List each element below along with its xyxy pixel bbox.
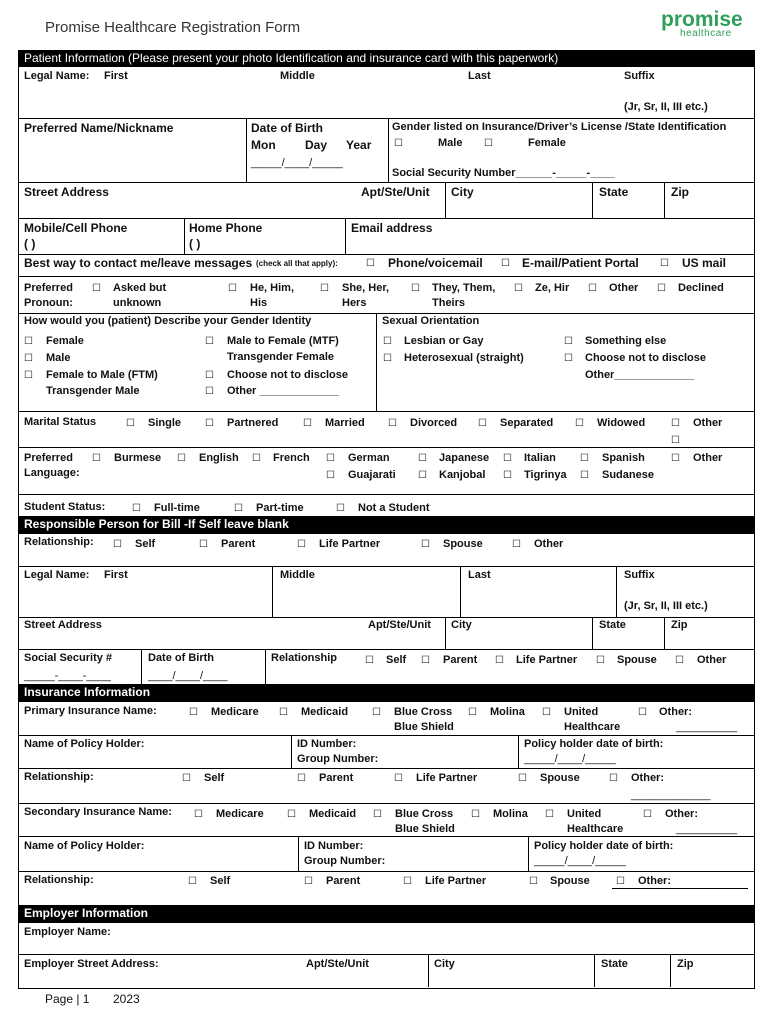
secondary-plan-option: Medicare [216, 808, 264, 820]
so-checkbox[interactable]: ☐ [564, 353, 573, 364]
female-label: Female [528, 137, 566, 149]
student-option: Not a Student [358, 502, 430, 514]
best-way-label: Best way to contact me/leave messages [24, 256, 253, 270]
logo-main: promise [661, 8, 743, 31]
resp-city-field[interactable]: City [451, 619, 472, 631]
language-option: Japanese [439, 452, 490, 464]
male-checkbox[interactable]: ☐ [394, 138, 403, 149]
gi-option: Female [46, 335, 84, 347]
resp-rel-checkbox[interactable]: ☐ [199, 539, 208, 550]
last-name-field[interactable]: Last [468, 70, 491, 82]
secondary-plan-checkbox[interactable]: ☐ [194, 809, 203, 820]
secondary-plan-checkbox[interactable]: ☐ [643, 809, 652, 820]
pronoun-label-1: Preferred [24, 282, 73, 294]
secondary-rel-checkbox[interactable]: ☐ [188, 876, 197, 887]
ins-rel-option: Spouse [540, 772, 580, 784]
ins-rel-option: Self [204, 772, 225, 784]
gi-option: Male [46, 352, 71, 364]
resp-rel2-checkbox[interactable]: ☐ [365, 655, 374, 666]
primary-plan-option-line2: Blue Shield [394, 721, 454, 733]
city-field[interactable]: City [451, 185, 474, 199]
gi-checkbox[interactable]: ☐ [24, 353, 33, 364]
gi-option: Other _____________ [227, 385, 339, 397]
secondary-plan-option: Other: [665, 808, 698, 820]
primary-plan-checkbox[interactable]: ☐ [189, 707, 198, 718]
email-portal-checkbox[interactable]: ☐ [501, 258, 510, 269]
language-option: Tigrinya [524, 469, 567, 481]
suffix-field[interactable]: Suffix [624, 70, 655, 82]
resp-rel2-checkbox[interactable]: ☐ [421, 655, 430, 666]
language-checkbox[interactable]: ☐ [326, 453, 335, 464]
page-number: Page | 1 [45, 992, 90, 1006]
primary-plan-checkbox[interactable]: ☐ [468, 707, 477, 718]
secondary-plan-option-line2: Blue Shield [395, 823, 455, 835]
ins-rel-option: Parent [319, 772, 354, 784]
pronoun-checkbox[interactable]: ☐ [411, 283, 420, 294]
patient-info-bar [18, 50, 754, 67]
secondary-rel-option: Spouse [550, 875, 590, 887]
ins-rel-option: Other: [631, 772, 664, 784]
secondary-rel-checkbox[interactable]: ☐ [529, 876, 538, 887]
middle-name-field[interactable]: Middle [280, 70, 315, 82]
sexual-orientation-label: Sexual Orientation [382, 315, 480, 327]
resp-rel-checkbox[interactable]: ☐ [512, 539, 521, 550]
email-field[interactable]: Email address [351, 221, 433, 235]
employer-name-field[interactable]: Employer Name: [24, 926, 111, 938]
primary-plan-option: Medicaid [301, 706, 349, 718]
so-checkbox[interactable]: ☐ [383, 353, 392, 364]
secondary-plan-checkbox[interactable]: ☐ [373, 809, 382, 820]
secondary-rel-checkbox[interactable]: ☐ [403, 876, 412, 887]
employer-apt-field[interactable]: Apt/Ste/Unit [306, 958, 369, 970]
language-checkbox[interactable]: ☐ [503, 470, 512, 481]
legal-name-label: Legal Name: [24, 70, 90, 82]
language-checkbox[interactable]: ☐ [326, 470, 335, 481]
preferred-name-field[interactable]: Preferred Name/Nickname [24, 121, 174, 135]
secondary-plan-checkbox[interactable]: ☐ [471, 809, 480, 820]
secondary-policy-dob-field[interactable]: _____/____/_____ [534, 855, 626, 867]
secondary-policy-dob-label: Policy holder date of birth: [534, 840, 674, 852]
us-mail-checkbox[interactable]: ☐ [660, 258, 669, 269]
secondary-rel-checkbox[interactable]: ☐ [304, 876, 313, 887]
id-number-field[interactable]: ID Number: [297, 738, 357, 750]
dob-year: Year [346, 138, 372, 152]
marital-checkbox[interactable]: ☐ [671, 418, 680, 429]
so-checkbox[interactable]: ☐ [564, 336, 573, 347]
policy-dob-label: Policy holder date of birth: [524, 738, 664, 750]
language-checkbox[interactable]: ☐ [580, 470, 589, 481]
email-portal-label: E-mail/Patient Portal [522, 256, 639, 270]
primary-plan-checkbox[interactable]: ☐ [372, 707, 381, 718]
policy-holder-field[interactable]: Name of Policy Holder: [24, 738, 145, 750]
resp-legal-name-label: Legal Name: [24, 569, 90, 581]
home-paren: ( ) [189, 237, 201, 251]
pronoun-option: They, Them, [432, 282, 496, 294]
resp-suffix-hint: (Jr, Sr, II, III etc.) [624, 600, 708, 612]
resp-dob-field[interactable]: ____/____/____ [148, 670, 228, 682]
ins-rel-checkbox[interactable]: ☐ [518, 773, 527, 784]
ins-rel-checkbox[interactable]: ☐ [297, 773, 306, 784]
ins-rel-checkbox[interactable]: ☐ [182, 773, 191, 784]
gi-checkbox[interactable]: ☐ [205, 386, 214, 397]
resp-rel-option: Other [534, 538, 564, 550]
secondary-rel-option: Other: [638, 875, 671, 887]
resp-middle-field[interactable]: Middle [280, 569, 315, 581]
resp-zip-field[interactable]: Zip [671, 619, 688, 631]
pronoun-option: She, Her, [342, 282, 390, 294]
resp-rel2-option: Life Partner [516, 654, 578, 666]
language-option: Guajarati [348, 469, 396, 481]
ssn-field[interactable]: Social Security Number______-_____-____ [392, 167, 615, 179]
marital-option: Other [693, 417, 723, 429]
marital-option: Partnered [227, 417, 279, 429]
primary-plan-checkbox[interactable]: ☐ [279, 707, 288, 718]
marital-option: Widowed [597, 417, 646, 429]
policy-dob-field[interactable]: _____/____/_____ [524, 753, 616, 765]
responsible-bar-text: Responsible Person for Bill -If Self leave blank [24, 517, 289, 531]
so-option: Choose not to disclose [585, 352, 707, 364]
mobile-phone-field[interactable]: Mobile/Cell Phone [24, 221, 128, 235]
secondary-rel-option: Parent [326, 875, 361, 887]
pronoun-option-line2: unknown [113, 297, 162, 309]
language-checkbox[interactable]: ☐ [580, 453, 589, 464]
language-checkbox[interactable]: ☐ [252, 453, 261, 464]
resp-last-field[interactable]: Last [468, 569, 491, 581]
employer-zip-field[interactable]: Zip [677, 958, 694, 970]
resp-rel2-option: Other [697, 654, 727, 666]
pronoun-label-2: Pronoun: [24, 297, 73, 309]
pronoun-option: He, Him, [250, 282, 295, 294]
pronoun-option: Declined [678, 282, 724, 294]
secondary-other-field[interactable]: __________ [676, 823, 738, 835]
resp-rel-checkbox[interactable]: ☐ [297, 539, 306, 550]
student-checkbox[interactable]: ☐ [132, 503, 141, 514]
language-label-2: Language: [24, 467, 80, 479]
dob-field[interactable]: _____/____/_____ [251, 157, 343, 169]
ins-relationship-label: Relationship: [24, 771, 94, 783]
language-option: Sudanese [602, 469, 654, 481]
pronoun-checkbox[interactable]: ☐ [588, 283, 597, 294]
gi-checkbox[interactable]: ☐ [205, 336, 214, 347]
employer-street-field[interactable]: Employer Street Address: [24, 958, 159, 970]
first-name-field[interactable]: First [104, 70, 128, 82]
resp-rel2-option: Self [386, 654, 407, 666]
secondary-plan-checkbox[interactable]: ☐ [545, 809, 554, 820]
pronoun-option-line2: His [250, 297, 268, 309]
gi-option-extra: Transgender Female [227, 351, 334, 363]
gi-checkbox[interactable]: ☐ [24, 370, 33, 381]
employer-bar-text: Employer Information [24, 906, 149, 920]
primary-plan-option: Medicare [211, 706, 259, 718]
ins-rel-option: Life Partner [416, 772, 478, 784]
resp-relationship2-label: Relationship [271, 652, 338, 664]
language-option: Other [693, 452, 723, 464]
phone-voicemail-label: Phone/voicemail [388, 256, 483, 270]
language-checkbox[interactable]: ☐ [418, 453, 427, 464]
pronoun-checkbox[interactable]: ☐ [514, 283, 523, 294]
insurance-bar-text: Insurance Information [24, 685, 151, 699]
secondary-group-number-field[interactable]: Group Number: [304, 855, 386, 867]
resp-rel2-option: Spouse [617, 654, 657, 666]
language-label-1: Preferred [24, 452, 73, 464]
resp-rel2-checkbox[interactable]: ☐ [675, 655, 684, 666]
home-phone-field[interactable]: Home Phone [189, 221, 263, 235]
gender-listed-label: Gender listed on Insurance/Driver’s License /State Identification [392, 121, 727, 133]
secondary-relationship-label: Relationship: [24, 874, 94, 886]
secondary-id-number-field[interactable]: ID Number: [304, 840, 364, 852]
marital-option: Married [325, 417, 365, 429]
pronoun-option: Other [609, 282, 639, 294]
language-option: Spanish [602, 452, 645, 464]
language-option: Kanjobal [439, 469, 486, 481]
language-option: Burmese [114, 452, 162, 464]
marital-checkbox[interactable]: ☐ [388, 418, 397, 429]
language-option: French [273, 452, 310, 464]
resp-state-field[interactable]: State [599, 619, 626, 631]
gi-option: Female to Male (FTM) [46, 369, 158, 381]
resp-rel-option: Parent [221, 538, 256, 550]
secondary-plan-checkbox[interactable]: ☐ [287, 809, 296, 820]
suffix-hint: (Jr, Sr, II, III etc.) [624, 101, 708, 113]
language-checkbox[interactable]: ☐ [503, 453, 512, 464]
resp-rel2-option: Parent [443, 654, 478, 666]
ins-rel-other-field[interactable]: _____________ [631, 789, 711, 801]
employer-city-field[interactable]: City [434, 958, 455, 970]
marital-checkbox-extra[interactable]: ☐ [671, 435, 680, 446]
secondary-plan-option: Medicaid [309, 808, 357, 820]
marital-checkbox[interactable]: ☐ [126, 418, 135, 429]
apt-field[interactable]: Apt/Ste/Unit [361, 185, 430, 199]
resp-ssn-label: Social Security # [24, 652, 113, 664]
primary-plan-checkbox[interactable]: ☐ [638, 707, 647, 718]
secondary-plan-option: Blue Cross [395, 808, 454, 820]
phone-voicemail-checkbox[interactable]: ☐ [366, 258, 375, 269]
primary-plan-option: United [564, 706, 599, 718]
form-title: Promise Healthcare Registration Form [45, 19, 301, 36]
resp-rel2-checkbox[interactable]: ☐ [495, 655, 504, 666]
primary-insurance-label: Primary Insurance Name: [24, 705, 157, 717]
resp-rel-option: Self [135, 538, 156, 550]
resp-street-field[interactable]: Street Address [24, 619, 102, 631]
student-checkbox[interactable]: ☐ [234, 503, 243, 514]
dob-day: Day [305, 138, 328, 152]
primary-other-field[interactable]: __________ [676, 721, 738, 733]
marital-checkbox[interactable]: ☐ [478, 418, 487, 429]
language-option: English [199, 452, 239, 464]
pronoun-checkbox[interactable]: ☐ [92, 283, 101, 294]
marital-checkbox[interactable]: ☐ [575, 418, 584, 429]
female-checkbox[interactable]: ☐ [484, 138, 493, 149]
pronoun-option-line2: Hers [342, 297, 367, 309]
secondary-policy-holder-field[interactable]: Name of Policy Holder: [24, 840, 145, 852]
so-option: Lesbian or Gay [404, 335, 484, 347]
secondary-insurance-label: Secondary Insurance Name: [24, 806, 172, 818]
gi-checkbox[interactable]: ☐ [205, 370, 214, 381]
footer-year: 2023 [113, 992, 140, 1006]
zip-field[interactable]: Zip [671, 185, 689, 199]
secondary-rel-option: Life Partner [425, 875, 487, 887]
secondary-plan-option: United [567, 808, 602, 820]
us-mail-label: US mail [682, 256, 727, 270]
resp-rel-checkbox[interactable]: ☐ [421, 539, 430, 550]
employer-state-field[interactable]: State [601, 958, 628, 970]
resp-apt-field[interactable]: Apt/Ste/Unit [368, 619, 431, 631]
resp-suffix-field[interactable]: Suffix [624, 569, 655, 581]
student-status-label: Student Status: [24, 501, 106, 513]
responsible-bar [18, 516, 754, 534]
student-checkbox[interactable]: ☐ [336, 503, 345, 514]
pronoun-checkbox[interactable]: ☐ [320, 283, 329, 294]
resp-first-field[interactable]: First [104, 569, 128, 581]
language-checkbox[interactable]: ☐ [92, 453, 101, 464]
ins-rel-checkbox[interactable]: ☐ [394, 773, 403, 784]
marital-option: Divorced [410, 417, 458, 429]
primary-plan-option: Blue Cross [394, 706, 453, 718]
resp-rel-option: Life Partner [319, 538, 381, 550]
so-other-field[interactable]: Other_____________ [585, 369, 694, 381]
group-number-field[interactable]: Group Number: [297, 753, 379, 765]
mobile-paren: ( ) [24, 237, 36, 251]
marital-checkbox[interactable]: ☐ [205, 418, 214, 429]
pronoun-checkbox[interactable]: ☐ [657, 283, 666, 294]
pronoun-option: Asked but [113, 282, 167, 294]
language-option: Italian [524, 452, 556, 464]
so-option: Something else [585, 335, 667, 347]
student-option: Full-time [154, 502, 200, 514]
street-address-field[interactable]: Street Address [24, 185, 109, 199]
primary-plan-option: Molina [490, 706, 525, 718]
primary-plan-option-line2: Healthcare [564, 721, 621, 733]
secondary-rel-option: Self [210, 875, 231, 887]
student-option: Part-time [256, 502, 304, 514]
marital-option: Single [148, 417, 182, 429]
so-checkbox[interactable]: ☐ [383, 336, 392, 347]
secondary-other-line[interactable] [612, 888, 748, 889]
resp-rel2-checkbox[interactable]: ☐ [596, 655, 605, 666]
resp-rel-option: Spouse [443, 538, 483, 550]
male-label: Male [438, 137, 463, 149]
marital-status-label: Marital Status [24, 416, 97, 428]
marital-checkbox[interactable]: ☐ [303, 418, 312, 429]
gi-checkbox[interactable]: ☐ [24, 336, 33, 347]
resp-relationship-label: Relationship: [24, 536, 94, 548]
marital-option: Separated [500, 417, 554, 429]
patient-info-bar-text: Patient Information (Please present your photo Identification and insurance card with this paperwork) [24, 51, 559, 65]
employer-bar [18, 905, 754, 923]
primary-plan-checkbox[interactable]: ☐ [542, 707, 551, 718]
dob-label: Date of Birth [251, 121, 323, 135]
best-way-note: (check all that apply): [256, 259, 338, 268]
pronoun-checkbox[interactable]: ☐ [228, 283, 237, 294]
primary-plan-option: Other: [659, 706, 692, 718]
so-option: Heterosexual (straight) [404, 352, 524, 364]
gi-option: Male to Female (MTF) [227, 335, 339, 347]
pronoun-option: Ze, Hir [535, 282, 570, 294]
resp-rel-checkbox[interactable]: ☐ [113, 539, 122, 550]
gi-option-extra: Transgender Male [46, 385, 140, 397]
language-checkbox[interactable]: ☐ [418, 470, 427, 481]
state-field[interactable]: State [599, 185, 629, 199]
language-checkbox[interactable]: ☐ [177, 453, 186, 464]
logo-sub: healthcare [680, 28, 732, 39]
pronoun-option-line2: Theirs [432, 297, 466, 309]
gender-identity-label: How would you (patient) Describe your Gender Identity [24, 315, 312, 327]
language-option: German [348, 452, 390, 464]
secondary-rel-checkbox[interactable]: ☐ [616, 876, 625, 887]
dob-mon: Mon [251, 138, 276, 152]
secondary-plan-option-line2: Healthcare [567, 823, 624, 835]
language-checkbox[interactable]: ☐ [671, 453, 680, 464]
insurance-bar [18, 684, 754, 702]
ins-rel-checkbox[interactable]: ☐ [609, 773, 618, 784]
resp-ssn-field[interactable]: _____-____-____ [24, 670, 111, 682]
gi-option: Choose not to disclose [227, 369, 349, 381]
resp-dob-label: Date of Birth [148, 652, 214, 664]
secondary-plan-option: Molina [493, 808, 528, 820]
